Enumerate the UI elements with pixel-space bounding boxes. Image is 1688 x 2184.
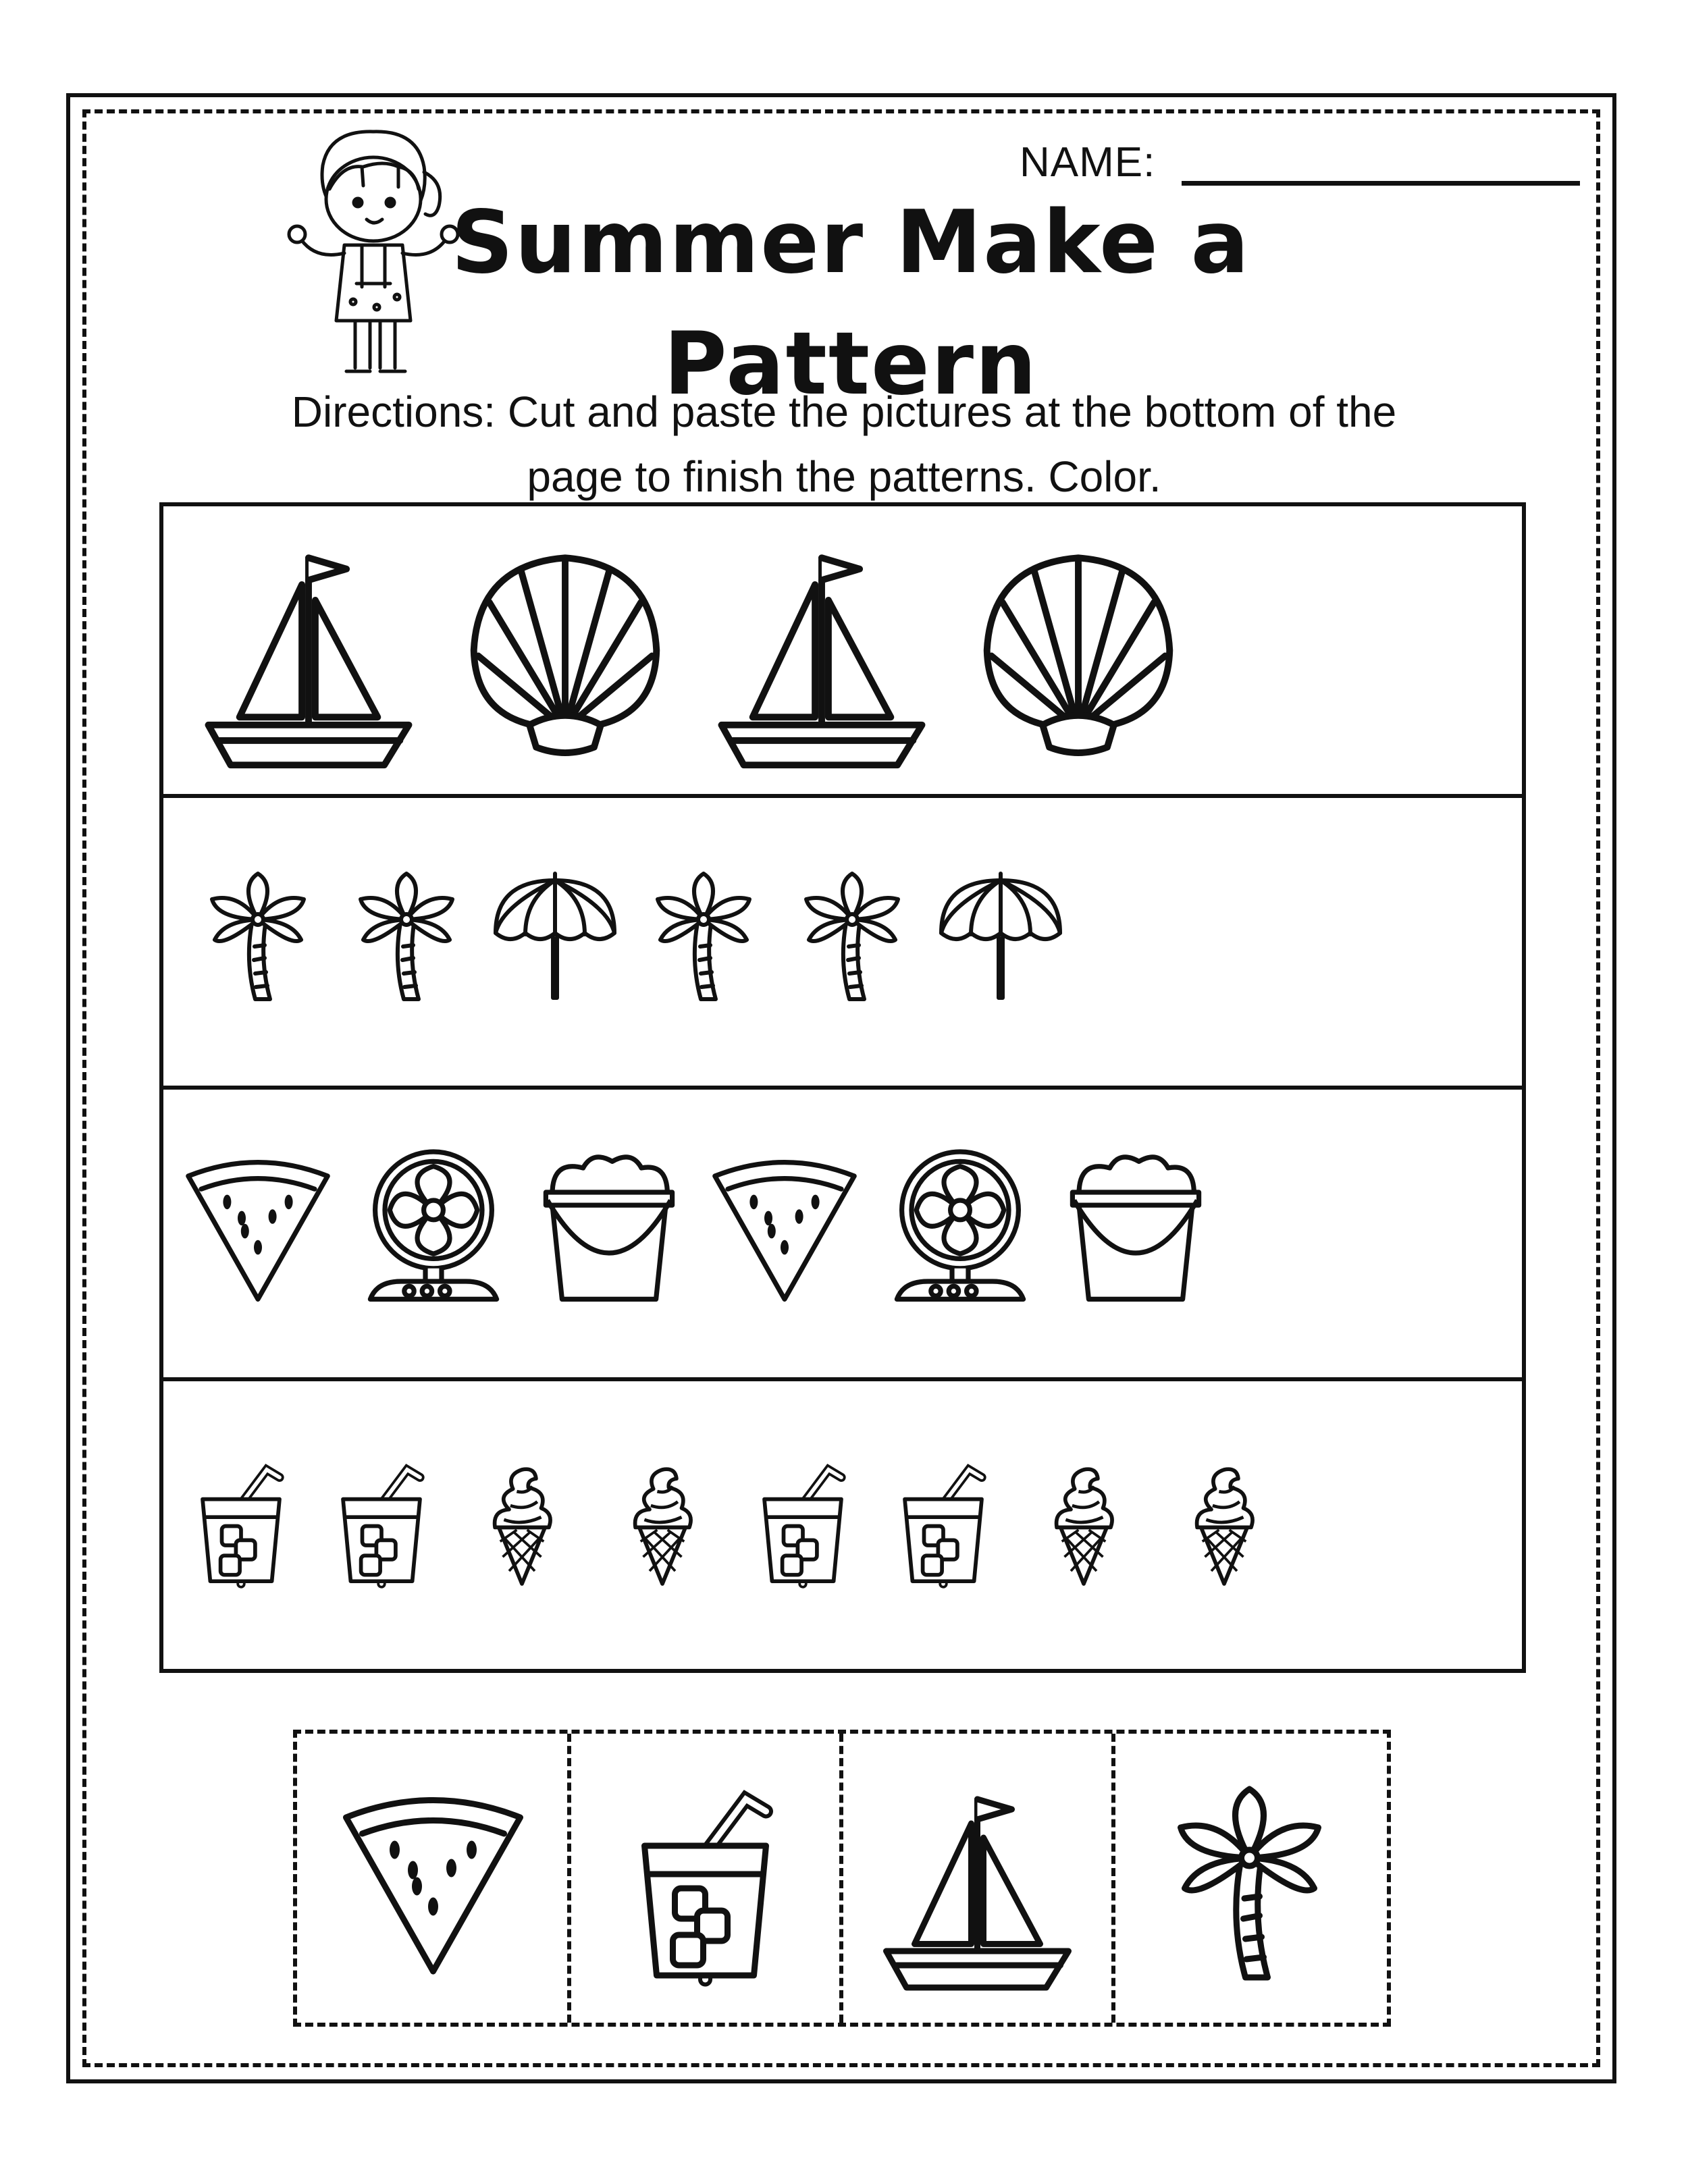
palm-tree-icon — [361, 874, 452, 999]
ice-cream-cone-icon — [635, 1469, 691, 1584]
cut-out-pictures — [297, 1734, 1387, 2023]
pattern-pictures — [163, 798, 1522, 1086]
pattern-row-1 — [159, 502, 1526, 798]
directions-text — [182, 379, 1506, 509]
pattern-pictures — [163, 506, 1522, 794]
title-line-1: Summer Make a — [451, 192, 1250, 293]
palm-tree-icon — [806, 874, 898, 999]
ice-cream-cone-icon — [495, 1469, 550, 1584]
electric-fan-icon — [897, 1152, 1023, 1299]
palm-tree-icon — [212, 874, 304, 999]
palm-tree-icon[interactable] — [1181, 1789, 1319, 1977]
sand-bucket-icon — [1072, 1157, 1198, 1300]
seashell-icon — [987, 558, 1170, 753]
beach-umbrella-icon — [496, 874, 614, 998]
sailboat-icon — [722, 558, 922, 765]
beach-umbrella-icon — [941, 874, 1060, 998]
watermelon-slice-icon[interactable] — [346, 1801, 521, 1972]
pattern-pictures — [163, 1381, 1522, 1669]
name-label: NAME: — [1020, 139, 1156, 186]
palm-tree-icon — [658, 874, 749, 999]
pattern-row-3 — [159, 1086, 1526, 1381]
seashell-icon — [474, 558, 657, 753]
lemonade-glass-icon — [343, 1470, 420, 1584]
directions-line-1: Directions: Cut and paste the pictures at the bottom of the — [291, 388, 1397, 436]
lemonade-glass-icon — [203, 1470, 280, 1584]
electric-fan-icon — [370, 1152, 496, 1299]
directions-line-2: page to finish the patterns. Color. — [527, 452, 1161, 501]
ice-cream-cone-icon — [1197, 1469, 1252, 1584]
pattern-pictures — [163, 1090, 1522, 1377]
watermelon-slice-icon — [715, 1163, 854, 1300]
title-line-2: Pattern — [663, 314, 1038, 415]
pattern-row-2 — [159, 794, 1526, 1090]
lemonade-glass-icon[interactable] — [645, 1799, 766, 1979]
lemonade-glass-icon — [905, 1470, 982, 1584]
ice-cream-cone-icon — [1057, 1469, 1112, 1584]
sailboat-icon[interactable] — [887, 1799, 1069, 1988]
cut-out-pieces — [293, 1730, 1391, 2027]
watermelon-slice-icon — [188, 1163, 327, 1300]
sailboat-icon — [209, 558, 409, 765]
lemonade-glass-icon — [764, 1470, 841, 1584]
sand-bucket-icon — [546, 1157, 672, 1300]
pattern-row-4 — [159, 1377, 1526, 1673]
